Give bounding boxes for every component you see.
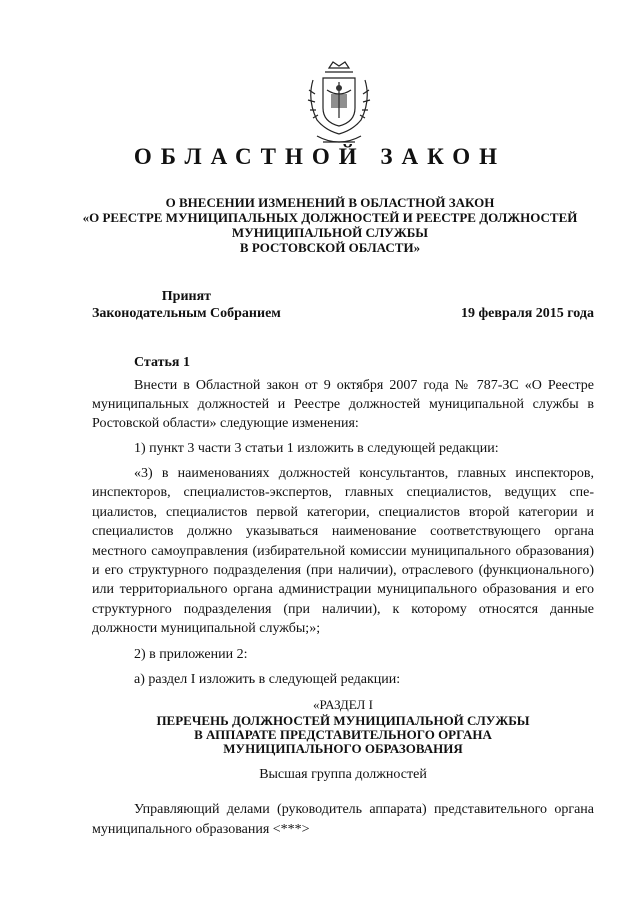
article-heading: Статья 1 <box>134 355 190 370</box>
subtitle-line: В РОСТОВСКОЙ ОБЛАСТИ» <box>239 240 421 255</box>
positions-list <box>92 800 594 840</box>
section-title-line: В АППАРАТЕ ПРЕДСТАВИТЕЛЬНОГО ОРГАНА <box>194 727 492 742</box>
subtitle-line: МУНИЦИПАЛЬНОЙ СЛУЖБЫ <box>231 225 429 240</box>
article-quote: «3) в наименованиях должностей консультантов, главных инспекторов, инспекторов, специалистов-экспертов, главных специалистов, ведущих специалистов, специалистов первой категории, специалистов второй категории и специалистов должно указываться наименование соответствующего органа местного самоуправления (избирательной комиссии муниципального образования) и его структурного подразделения (при наличии), отраслевого (функционального) или территориального органа администрации муниципального образования и его структурного подразделения (при наличии), к которому относятся данные должности муниципальной службы;»; <box>92 466 594 637</box>
section-title <box>92 714 594 756</box>
article-item-2a: а) раздел I изложить в следующей редакции: <box>134 671 401 687</box>
law-subtitle <box>60 195 600 255</box>
article-item-2: 2) в приложении 2: <box>134 646 248 662</box>
section-label: «РАЗДЕЛ I <box>313 696 373 712</box>
adopted-by: Законодательным Собранием <box>92 306 281 321</box>
position-item: Управляющий делами (руководитель аппарата) представительного органа муниципального образования <***> <box>92 802 594 837</box>
subtitle-line: О ВНЕСЕНИИ ИЗМЕНЕНИЙ В ОБЛАСТНОЙ ЗАКОН <box>165 195 495 210</box>
law-title: ОБЛАСТНОЙ ЗАКОН <box>133 144 507 169</box>
article-intro: Внести в Областной закон от 9 октября 2007 года № 787-ЗС «О Реестре муниципальных должностей и Реестре должностей муниципальной службы в Ростовской области» следующие изменения: <box>92 378 594 431</box>
adoption-date: 19 февраля 2015 года <box>461 306 594 321</box>
article-item-1: 1) пункт 3 части 3 статьи 1 изложить в следующей редакции: <box>134 441 499 456</box>
adoption-block <box>92 288 281 322</box>
section-title-line: ПЕРЕЧЕНЬ ДОЛЖНОСТЕЙ МУНИЦИПАЛЬНОЙ СЛУЖБЫ <box>156 713 530 728</box>
subtitle-line: «О РЕЕСТРЕ МУНИЦИПАЛЬНЫХ ДОЛЖНОСТЕЙ И РЕЕСТРЕ ДОЛЖНОСТЕЙ <box>82 210 578 225</box>
coat-of-arms-icon <box>303 60 375 148</box>
section-title-line: МУНИЦИПАЛЬНОГО ОБРАЗОВАНИЯ <box>223 741 463 756</box>
group-heading: Высшая группа должностей <box>259 767 427 782</box>
article-body <box>92 376 594 714</box>
adopted-label: Принят <box>161 289 212 304</box>
